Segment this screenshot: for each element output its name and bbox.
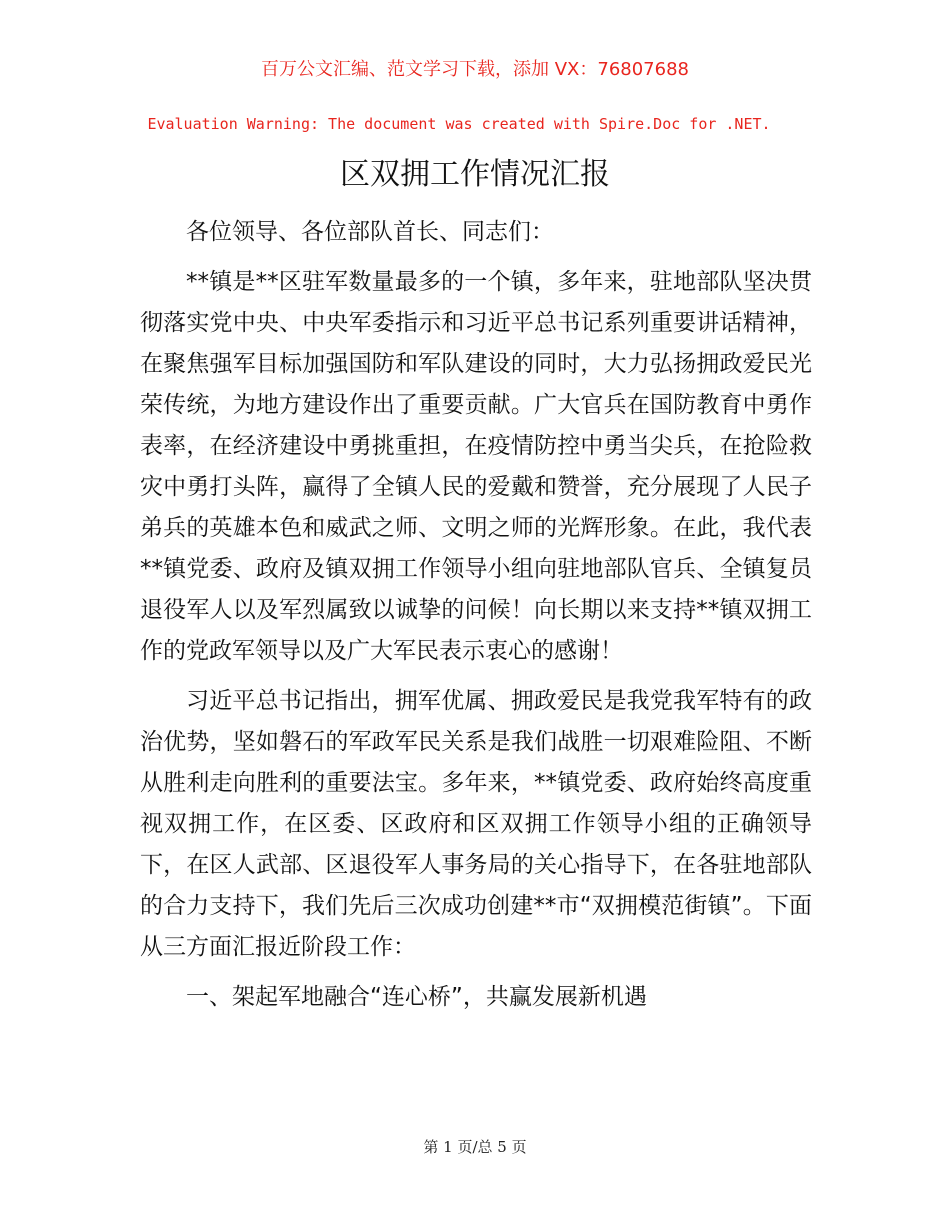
body-paragraph: **镇是**区驻军数量最多的一个镇，多年来，驻地部队坚决贯彻落实党中央、中央军委指示和习近平总书记系列重要讲话精神，在聚焦强军目标加强国防和军队建设的同时，大力弘扬拥政爱民光荣传统，为地方建设作出了重要贡献。广大官兵在国防教育中勇作表率，在经济建设中勇挑重担，在疫情防控中勇当尖兵，在抢险救灾中勇打头阵，赢得了全镇人民的爱戴和赞誉，充分展现了人民子弟兵的英雄本色和威武之师、文明之师的光辉形象。在此，我代表**镇党委、政府及镇双拥工作领导小组向驻地部队官兵、全镇复员退役军人以及军烈属致以诚挚的问候！向长期以来支持**镇双拥工作的党政军领导以及广大军民表示衷心的感谢！ xyxy=(140,269,812,664)
evaluation-warning: Evaluation Warning: The document was created with Spire.Doc for .NET. xyxy=(147,115,771,133)
document-body xyxy=(140,212,812,1027)
section-heading: 一、架起军地融合“连心桥”，共赢发展新机遇 xyxy=(186,984,647,1010)
promo-banner: 百万公文汇编、范文学习下载，添加 VX：76807688 xyxy=(261,59,689,80)
page-indicator: 第 1 页/总 5 页 xyxy=(423,1138,527,1156)
salutation-paragraph: 各位领导、各位部队首长、同志们： xyxy=(186,219,554,245)
document-title: 区双拥工作情况汇报 xyxy=(340,157,610,192)
body-paragraph: 习近平总书记指出，拥军优属、拥政爱民是我党我军特有的政治优势，坚如磐石的军政军民关系是我们战胜一切艰难险阻、不断从胜利走向胜利的重要法宝。多年来，**镇党委、政府始终高度重视双拥工作，在区委、区政府和区双拥工作领导小组的正确领导下，在区人武部、区退役军人事务局的关心指导下，在各驻地部队的合力支持下，我们先后三次成功创建**市“双拥模范街镇”。下面从三方面汇报近阶段工作： xyxy=(140,688,812,960)
